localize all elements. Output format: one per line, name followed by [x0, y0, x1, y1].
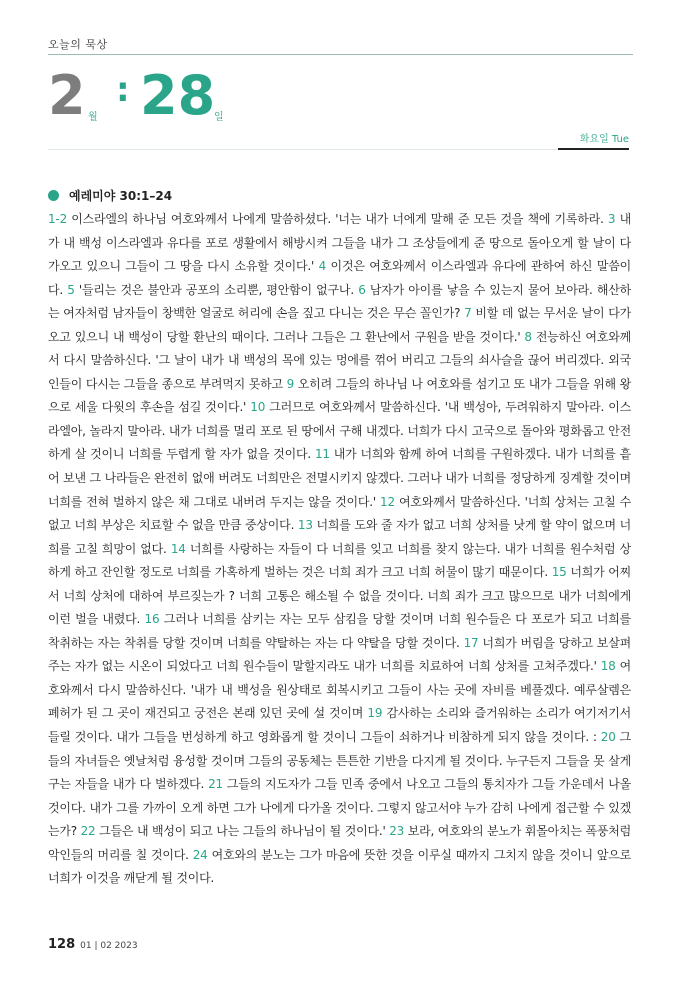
verse-text: 이스라엘의 하나님 여호와께서 나에게 말씀하셨다. '너는 내가 너에게 말해 준 모든 것을 책에 기록하라.: [67, 212, 608, 226]
weekday-underline: [558, 148, 629, 150]
verse-number: 12: [380, 494, 395, 509]
verse-number: 5: [67, 282, 75, 297]
verse-text: 그들은 내 백성이 되고 나는 그들의 하나님이 될 것이다.': [95, 824, 390, 839]
verse-text: 그들의 지도자가 그들 민족 중에서 나오고 그들의 통치자가 그들 가운데서 나올 것이다. 내가 그를 가까이 오게 하면 그가 나에게 다가올 것이다. 그렇지 않고서야 누가 감히 나에게 접근할 수 있겠는가?: [48, 777, 631, 839]
page-number: 128: [48, 937, 76, 952]
verse-text: 여호와의 분노는 그가 마음에 뜻한 것을 이루실 때까지 그치지 않을 것이니 앞으로 너희가 이것을 깨닫게 될 것이다.: [48, 847, 632, 886]
verse-number: 19: [367, 706, 383, 721]
issue-date: 01 | 02 2023: [80, 941, 138, 951]
verse-number: 17: [463, 635, 479, 650]
verse-number: 13: [297, 518, 313, 533]
verse-text: 내가 내 백성 이스라엘과 유다를 포로 생활에서 해방시켜 그들을 내가 그 조상들에게 준 땅으로 돌아오게 할 날이 다가오고 있으니 그들이 그 땅을 다시 소유할 것이다.': [48, 212, 631, 274]
month-number: 2: [48, 64, 86, 127]
verse-number: 7: [464, 306, 472, 321]
verse-number: 11: [314, 447, 330, 462]
verse-text: 너희가 어찌서 너희 상처에 대하여 부르짖는가 ? 너희 고통은 해소될 수 없을 것이다. 너희 죄가 크고 많으므로 내가 너희에게 이런 벌을 내렸다.: [48, 565, 631, 627]
verse-number: 18: [600, 659, 616, 674]
verse-text: 전능하신 여호와께서 다시 말씀하신다. '그 날이 내가 내 백성의 목에 있는 멍에를 꺾어 버리고 그들의 쇠사슬을 끊어 버리겠다. 외국인들이 다시는 그들을 종으로 부려먹지 못하고: [48, 329, 631, 391]
passage-heading: [48, 187, 172, 204]
verse-text: 이것은 여호와께서 이스라엘과 유다에 관하여 하신 말씀이다.: [48, 259, 631, 297]
verse-text: 너희가 버림을 당하고 보살펴 주는 자가 없는 시온이 되었다고 너희 원수들이 말할지라도 내가 너희를 치료하여 너희 상처를 고쳐주겠다.': [48, 635, 631, 674]
bullet-dot-icon: [48, 190, 59, 201]
verse-text: 비할 데 없는 무서운 날이 다가오고 있으니 내 백성이 당할 환난의 때이다. 그러나 그들은 그 환난에서 구원을 받을 것이다.': [48, 306, 631, 344]
day-unit: 일: [214, 112, 224, 123]
month-unit: 월: [88, 112, 98, 123]
section-label: 오늘의 묵상: [48, 38, 108, 51]
verse-text: 여호와께서 다시 말씀하신다. '내가 내 백성을 원상태로 회복시키고 그들이 사는 곳에 자비를 베풀겠다. 예루살렘은 폐허가 된 그 곳이 재건되고 궁전은 본래 있던 곳에 설 것이며: [48, 659, 631, 721]
verse-text: 보라, 여호와의 분노가 휘몰아치는 폭풍처럼 악인들의 머리를 칠 것이다.: [48, 824, 632, 862]
verse-number: 3: [607, 212, 616, 226]
verse-text: 그러므로 여호와께서 말씀하신다. '내 백성아, 두려워하지 말아라. 이스라엘아, 놀라지 말아라. 내가 너희를 멀리 포로 된 땅에서 구해 내겠다. 너희가 다시 고국으로 돌아와 평화롭고 안전하게 살 것이니 너희를 두렵게 할 자가 없을 것이다.: [48, 400, 631, 462]
verse-text: 내가 너희와 함께 하여 너희를 구원하겠다. 내가 너희를 흩어 보낸 그 나라들은 완전히 없애 버려도 너희만은 전멸시키지 않겠다. 그러나 내가 너희를 정당하게 징계할 것이며 너희를 전혀 벌하지 않은 채 그대로 내버려 두지는 않을 것이다.': [48, 447, 631, 509]
verse-text: 그들의 자녀들은 옛날처럼 융성할 것이며 그들의 공동체는 튼튼한 기반을 다지게 될 것이다. 누구든지 그들을 못 살게 구는 자들을 내가 다 벌하겠다.: [48, 730, 632, 792]
scripture-text: [48, 208, 631, 891]
verse-number: 22: [80, 824, 96, 839]
verse-text: 여호와께서 말씀하신다. '너희 상처는 고칠 수 없고 너희 부상은 치료할 수 없을 만큼 중상이다.: [48, 494, 631, 533]
verse-text: 너희를 도와 줄 자가 없고 너희 상처를 낫게 할 약이 없으며 너희를 고칠 희망이 없다.: [48, 518, 631, 556]
header-divider: [48, 54, 633, 55]
verse-number: 21: [208, 777, 223, 792]
passage-reference: 예레미야 30:1–24: [69, 189, 173, 203]
verse-text: 감사하는 소리와 즐거워하는 소리가 여기저기서 들릴 것이다. 내가 그들을 번성하게 하고 영화롭게 할 것이니 그들이 쇠하거나 비참하게 되지 않을 것이다. :: [48, 706, 632, 745]
verse-text: 오히려 그들의 하나님 나 여호와를 섬기고 또 내가 그들을 위해 왕으로 세울 다윗의 후손을 섬길 것이다.': [48, 376, 631, 415]
verse-number: 15: [551, 565, 567, 580]
verse-number: 20: [600, 730, 616, 745]
verse-text: 그러나 너희를 삼키는 자는 모두 삼킴을 당할 것이며 너희 원수들은 다 포로가 되고 너희를 착취하는 자는 착취를 당할 것이며 너희를 약탈하는 자는 다 약탈을 당할 것이다.: [48, 612, 632, 650]
page-footer: [48, 937, 138, 952]
verse-number: 24: [192, 847, 208, 862]
date-divider: [48, 149, 629, 150]
date-separator: :: [116, 70, 130, 110]
verse-text: 너희를 사랑하는 자들이 다 너희를 잊고 너희를 찾지 않는다. 내가 너희를 원수처럼 상하게 하고 잔인할 정도로 너희를 가혹하게 벌하는 것은 너희 죄가 크고 너희 허물이 많기 때문이다.: [48, 541, 631, 580]
verse-text: '들리는 것은 불안과 공포의 소리뿐, 평안함이 없구나.: [74, 282, 359, 297]
verse-number: 10: [250, 400, 266, 415]
verse-number: 16: [144, 612, 160, 627]
verse-text: 남자가 아이를 낳을 수 있는지 물어 보아라. 해산하는 여자처럼 남자들이 창백한 얼굴로 허리에 손을 짚고 다니는 것은 무슨 꼴인가?: [48, 282, 632, 321]
verse-number: 1-2: [48, 212, 67, 226]
weekday-label: 화요일 Tue: [579, 134, 629, 145]
verse-number: 14: [170, 541, 186, 556]
verse-number: 8: [524, 329, 532, 344]
verse-number: 23: [389, 824, 405, 839]
verse-number: 9: [286, 376, 295, 391]
verse-number: 4: [318, 259, 327, 274]
verse-number: 6: [358, 282, 366, 297]
day-number: 28: [140, 64, 216, 127]
